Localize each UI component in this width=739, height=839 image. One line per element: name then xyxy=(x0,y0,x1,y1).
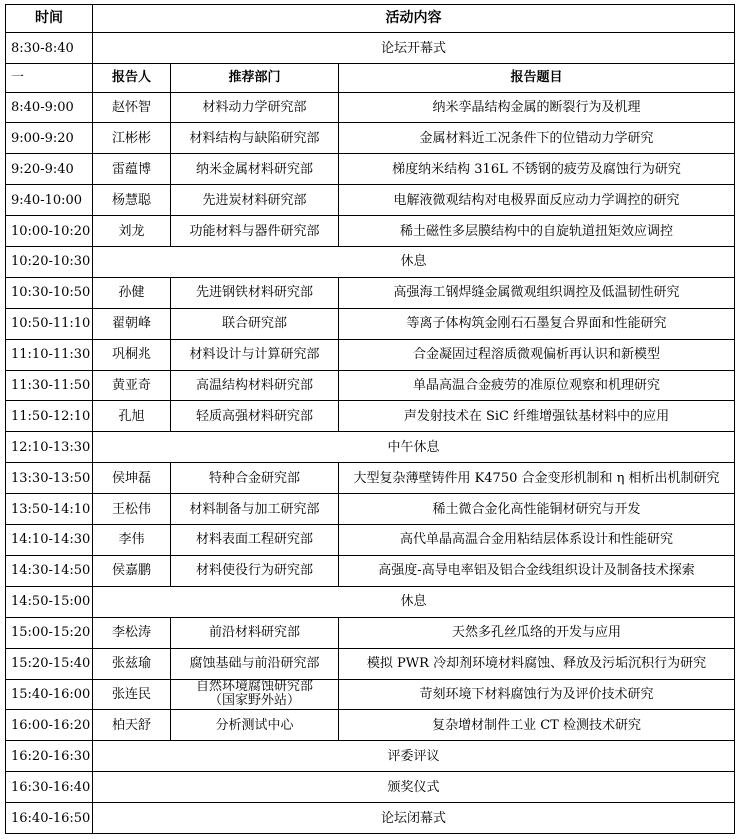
time-cell: 14:30-14:50 xyxy=(6,555,93,586)
table-row xyxy=(6,494,735,525)
dept-column-header: 推荐部门 xyxy=(171,64,339,92)
table-row xyxy=(6,679,735,710)
table-row xyxy=(6,308,735,339)
title-cell: 合金凝固过程溶质微观偏析再认识和新模型 xyxy=(339,339,735,370)
time-cell: 10:20-10:30 xyxy=(6,247,93,278)
table-row xyxy=(6,370,735,401)
session-cell: 休息 xyxy=(93,247,735,278)
session-row xyxy=(6,33,735,64)
speaker-cell: 翟朝峰 xyxy=(93,308,171,339)
speaker-cell: 孙健 xyxy=(93,277,171,308)
table-header-row xyxy=(6,5,735,33)
session-cell: 论坛开幕式 xyxy=(93,33,735,64)
session-cell: 中午休息 xyxy=(93,432,735,463)
title-cell: 金属材料近工况条件下的位错动力学研究 xyxy=(339,123,735,154)
subheader-row xyxy=(6,64,735,92)
table-row xyxy=(6,123,735,154)
time-cell: 13:30-13:50 xyxy=(6,463,93,494)
speaker-cell: 雷蕴博 xyxy=(93,154,171,185)
dept-cell: 材料表面工程研究部 xyxy=(171,525,339,556)
time-cell: 16:00-16:20 xyxy=(6,710,93,741)
title-cell: 大型复杂薄壁铸件用 K4750 合金变形机制和 η 相析出机制研究 xyxy=(339,463,735,494)
speaker-cell: 刘龙 xyxy=(93,216,171,247)
session-row xyxy=(6,741,735,772)
table-row xyxy=(6,216,735,247)
speaker-cell: 侯坤磊 xyxy=(93,463,171,494)
speaker-cell: 张兹瑜 xyxy=(93,648,171,679)
title-cell: 电解液微观结构对电极界面反应动力学调控的研究 xyxy=(339,185,735,216)
dept-cell xyxy=(171,679,339,710)
time-cell: 16:40-16:50 xyxy=(6,803,93,834)
time-cell: 14:50-15:00 xyxy=(6,586,93,617)
dept-line-1: 自然环境腐蚀研究部 xyxy=(195,679,313,695)
session-cell: 休息 xyxy=(93,586,735,617)
time-cell: 8:30-8:40 xyxy=(6,33,93,64)
session-row xyxy=(6,247,735,278)
time-cell: 12:10-13:30 xyxy=(6,432,93,463)
table-row xyxy=(6,617,735,648)
time-cell: 16:30-16:40 xyxy=(6,772,93,803)
time-cell: 13:50-14:10 xyxy=(6,494,93,525)
title-cell: 单晶高温合金疲劳的准原位观察和机理研究 xyxy=(339,370,735,401)
dept-cell: 轻质高强材料研究部 xyxy=(171,401,339,432)
session-cell: 颁奖仪式 xyxy=(93,772,735,803)
title-cell: 稀土微合金化高性能铜材研究与开发 xyxy=(339,494,735,525)
time-cell: 11:10-11:30 xyxy=(6,339,93,370)
table-row xyxy=(6,92,735,123)
table-row xyxy=(6,401,735,432)
speaker-cell: 杨慧聪 xyxy=(93,185,171,216)
time-cell: 15:20-15:40 xyxy=(6,648,93,679)
dept-cell: 材料动力学研究部 xyxy=(171,92,339,123)
speaker-cell: 李松涛 xyxy=(93,617,171,648)
dept-cell: 联合研究部 xyxy=(171,308,339,339)
speaker-cell: 孔旭 xyxy=(93,401,171,432)
session-cell: 论坛闭幕式 xyxy=(93,803,735,834)
dept-cell: 高温结构材料研究部 xyxy=(171,370,339,401)
time-cell: 11:50-12:10 xyxy=(6,401,93,432)
dept-cell: 功能材料与器件研究部 xyxy=(171,216,339,247)
title-cell: 天然多孔丝瓜络的开发与应用 xyxy=(339,617,735,648)
title-column-header: 报告题目 xyxy=(339,64,735,92)
time-cell: 8:40-9:00 xyxy=(6,92,93,123)
table-row xyxy=(6,154,735,185)
speaker-cell: 柏天舒 xyxy=(93,710,171,741)
time-cell: 9:20-9:40 xyxy=(6,154,93,185)
speaker-cell: 张连民 xyxy=(93,679,171,710)
dept-cell: 先进钢铁材料研究部 xyxy=(171,277,339,308)
dept-cell: 纳米金属材料研究部 xyxy=(171,154,339,185)
dept-cell: 材料使役行为研究部 xyxy=(171,555,339,586)
title-cell: 苛刻环境下材料腐蚀行为及评价技术研究 xyxy=(339,679,735,710)
dept-cell: 分析测试中心 xyxy=(171,710,339,741)
time-cell: 9:00-9:20 xyxy=(6,123,93,154)
dept-line-2: （国家野外站） xyxy=(208,693,300,709)
time-cell: 15:40-16:00 xyxy=(6,679,93,710)
session-row xyxy=(6,432,735,463)
time-cell: 9:40-10:00 xyxy=(6,185,93,216)
time-cell: 10:00-10:20 xyxy=(6,216,93,247)
speaker-cell: 侯嘉鹏 xyxy=(93,555,171,586)
table-row xyxy=(6,648,735,679)
table-row xyxy=(6,555,735,586)
time-cell: 一 xyxy=(6,64,93,92)
table-row xyxy=(6,463,735,494)
time-cell: 14:10-14:30 xyxy=(6,525,93,556)
time-cell: 16:20-16:30 xyxy=(6,741,93,772)
dept-cell: 材料设计与计算研究部 xyxy=(171,339,339,370)
table-row xyxy=(6,525,735,556)
dept-cell: 腐蚀基础与前沿研究部 xyxy=(171,648,339,679)
dept-cell: 前沿材料研究部 xyxy=(171,617,339,648)
time-cell: 11:30-11:50 xyxy=(6,370,93,401)
title-cell: 稀土磁性多层膜结构中的自旋轨道扭矩效应调控 xyxy=(339,216,735,247)
dept-cell: 材料制备与加工研究部 xyxy=(171,494,339,525)
session-row xyxy=(6,772,735,803)
speaker-cell: 江彬彬 xyxy=(93,123,171,154)
title-cell: 高强海工钢焊缝金属微观组织调控及低温韧性研究 xyxy=(339,277,735,308)
title-cell: 高代单晶高温合金用粘结层体系设计和性能研究 xyxy=(339,525,735,556)
time-cell: 15:00-15:20 xyxy=(6,617,93,648)
dept-cell: 先进炭材料研究部 xyxy=(171,185,339,216)
title-cell: 梯度纳米结构 316L 不锈钢的疲劳及腐蚀行为研究 xyxy=(339,154,735,185)
table-row xyxy=(6,185,735,216)
table-row xyxy=(6,710,735,741)
title-cell: 模拟 PWR 冷却剂环境材料腐蚀、释放及污垢沉积行为研究 xyxy=(339,648,735,679)
speaker-cell: 巩桐兆 xyxy=(93,339,171,370)
table-row xyxy=(6,277,735,308)
title-cell: 纳米孪晶结构金属的断裂行为及机理 xyxy=(339,92,735,123)
agenda-table xyxy=(5,4,735,834)
dept-cell: 特种合金研究部 xyxy=(171,463,339,494)
session-row xyxy=(6,803,735,834)
title-cell: 复杂增材制件工业 CT 检测技术研究 xyxy=(339,710,735,741)
session-cell: 评委评议 xyxy=(93,741,735,772)
title-cell: 等离子体构筑金刚石石墨复合界面和性能研究 xyxy=(339,308,735,339)
speaker-cell: 赵怀智 xyxy=(93,92,171,123)
dept-cell: 材料结构与缺陷研究部 xyxy=(171,123,339,154)
time-column-header: 时间 xyxy=(6,5,93,33)
time-cell: 10:50-11:10 xyxy=(6,308,93,339)
speaker-column-header: 报告人 xyxy=(93,64,171,92)
time-cell: 10:30-10:50 xyxy=(6,277,93,308)
session-row xyxy=(6,586,735,617)
title-cell: 声发射技术在 SiC 纤维增强钛基材料中的应用 xyxy=(339,401,735,432)
speaker-cell: 王松伟 xyxy=(93,494,171,525)
title-cell: 高强度-高导电率铝及铝合金线组织设计及制备技术探索 xyxy=(339,555,735,586)
speaker-cell: 黄亚奇 xyxy=(93,370,171,401)
speaker-cell: 李伟 xyxy=(93,525,171,556)
table-row xyxy=(6,339,735,370)
content-column-header: 活动内容 xyxy=(93,5,735,33)
